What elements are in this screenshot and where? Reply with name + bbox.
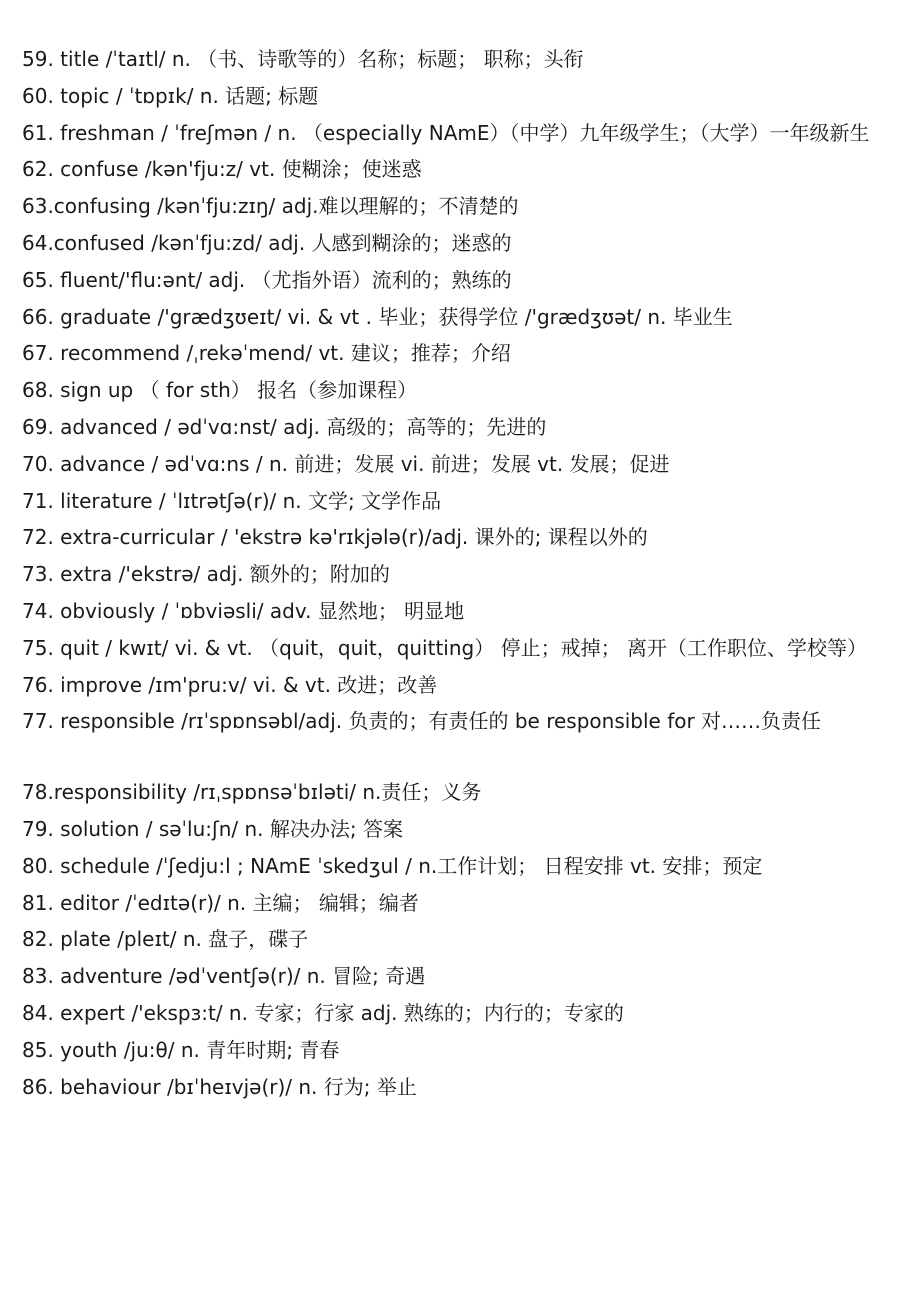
paragraph-gap: [22, 743, 898, 777]
vocab-entry-65: 65. fluent/'flu:ənt/ adj. （尤指外语）流利的；熟练的: [22, 267, 512, 292]
vocab-entry-62: 62. confuse /kən'fju:z/ vt. 使糊涂；使迷惑: [22, 157, 422, 182]
vocab-entry-79: 79. solution / səˈlu:ʃn/ n. 解决办法; 答案: [22, 816, 403, 841]
vocab-entry-72: 72. extra-curricular / 'ekstrə kə'rɪkjələ(r)/adj. 课外的; 课程以外的: [22, 525, 648, 550]
vocab-entry-84: 84. expert /'ekspɜ:t/ n. 专家；行家 adj. 熟练的；内行的；专家的: [22, 1000, 624, 1025]
vocab-entry-67: 67. recommend /ˌrekəˈmend/ vt. 建议；推荐；介绍: [22, 341, 511, 366]
vocab-entry-60: 60. topic / ˈtɒpɪk/ n. 话题; 标题: [22, 83, 319, 108]
vocab-entry-83: 83. adventure /ədˈventʃə(r)/ n. 冒险; 奇遇: [22, 964, 426, 989]
vocab-entry-80: 80. schedule /ˈʃedju:l ; NAmE ˈskedʒul / n.工作计划； 日程安排 vt. 安排；预定: [22, 853, 763, 878]
vocab-entry-78: 78.responsibility /rɪˌspɒnsəˈbɪləti/ n.责任；义务: [22, 780, 482, 805]
vocab-entry-66: 66. graduate /'grædʒʊeɪt/ vi. & vt . 毕业；获得学位 /'grædʒʊət/ n. 毕业生: [22, 304, 733, 329]
vocab-entry-73: 73. extra /'ekstrə/ adj. 额外的；附加的: [22, 562, 390, 587]
vocab-entry-70: 70. advance / ədˈvɑ:ns / n. 前进；发展 vi. 前进；发展 vt. 发展；促进: [22, 451, 670, 476]
vocab-entry-75: 75. quit / kwɪt/ vi. & vt. （quit，quit，quitting） 停止；戒掉； 离开（工作职位、学校等）: [22, 635, 867, 660]
vocab-entry-71: 71. literature / ˈlɪtrətʃə(r)/ n. 文学; 文学作品: [22, 488, 442, 513]
vocab-entry-61: 61. freshman / ˈfreʃmən / n. （especially NAmE）（中学）九年级学生；（大学）一年级新生: [22, 120, 870, 145]
vocab-entry-76: 76. improve /ɪm'pru:v/ vi. & vt. 改进；改善: [22, 672, 438, 697]
vocab-entry-81: 81. editor /ˈedɪtə(r)/ n. 主编； 编辑；编者: [22, 890, 419, 915]
vocab-entry-59: 59. title /ˈtaɪtl/ n. （书、诗歌等的）名称；标题； 职称；头衔: [22, 47, 584, 71]
vocab-entry-69: 69. advanced / ədˈvɑ:nst/ adj. 高级的；高等的；先进的: [22, 414, 547, 439]
vocab-entry-64: 64.confused /kənˈfju:zd/ adj. 人感到糊涂的；迷惑的: [22, 230, 512, 255]
vocab-entry-68: 68. sign up （ for sth） 报名（参加课程）: [22, 378, 418, 403]
vocab-entry-82: 82. plate /pleɪt/ n. 盘子，碟子: [22, 927, 309, 952]
vocab-entry-63: 63.confusing /kənˈfju:zɪŋ/ adj.难以理解的；不清楚的: [22, 194, 519, 219]
vocab-entry-74: 74. obviously / ˈɒbviəsli/ adv. 显然地； 明显地: [22, 598, 465, 623]
vocab-entry-85: 85. youth /ju:θ/ n. 青年时期; 青春: [22, 1037, 340, 1062]
vocab-entry-77: 77. responsible /rɪˈspɒnsəbl/adj. 负责的；有责任的 be responsible for 对……负责任: [22, 709, 822, 734]
vocab-entry-86: 86. behaviour /bɪˈheɪvjə(r)/ n. 行为; 举止: [22, 1074, 417, 1099]
